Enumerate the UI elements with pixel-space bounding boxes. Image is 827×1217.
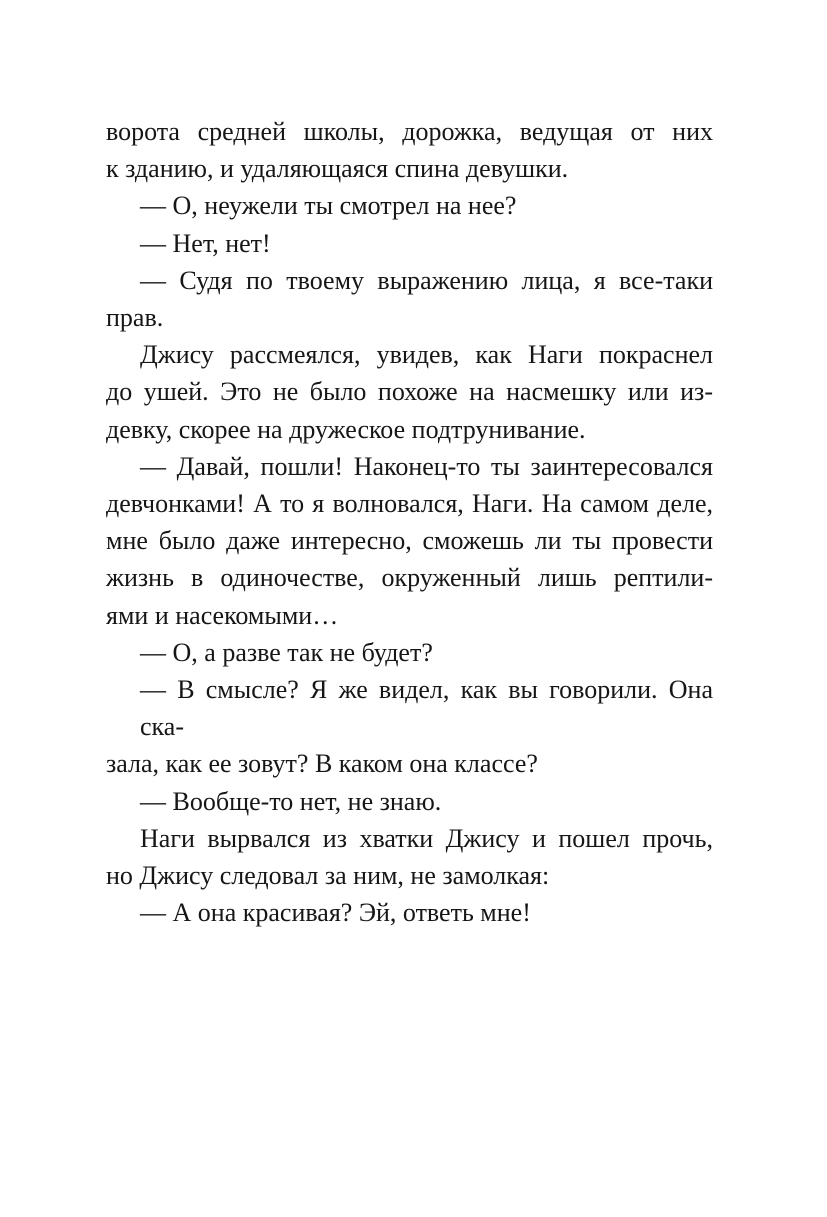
text-line: ями и насекомыми… — [106, 600, 339, 630]
text-line: — Судя по твоему выражению лица, я все-таки — [140, 265, 713, 295]
text-line: девчонками! А то я волновался, Наги. На самом деле, — [106, 489, 713, 519]
text-line: — О, а разве так не будет? — [140, 637, 433, 667]
text-line: — В смысле? Я же видел, как вы говорили. Она ска- — [140, 675, 713, 742]
paragraph — [106, 262, 713, 336]
text-line: — Вообще-то нет, не знаю. — [140, 786, 442, 816]
paragraph — [106, 225, 713, 262]
text-line: к зданию, и удаляющаяся спина девушки. — [106, 154, 569, 184]
text-line: — Нет, нет! — [140, 228, 271, 258]
paragraph — [106, 448, 713, 634]
text-line: Джису рассмеялся, увидев, как Наги покраснел — [140, 340, 713, 370]
text-line: — О, неужели ты смотрел на нее? — [140, 191, 517, 221]
paragraph — [106, 187, 713, 224]
text-block — [106, 113, 713, 931]
paragraph — [106, 634, 713, 671]
paragraph — [106, 336, 713, 448]
text-line: ворота средней школы, дорожка, ведущая от них — [106, 117, 713, 146]
text-line: прав. — [106, 303, 164, 333]
paragraph — [106, 894, 713, 931]
text-line: девку, скорее на дружеское подтрунивание. — [106, 414, 586, 444]
text-line: зала, как ее зовут? В каком она классе? — [106, 749, 538, 779]
text-line: мне было даже интересно, сможешь ли ты провести — [106, 526, 713, 556]
text-line: жизнь в одиночестве, окруженный лишь рептили- — [106, 563, 713, 593]
text-line: — Давай, пошли! Наконец-то ты заинтересовался — [140, 451, 713, 481]
paragraph — [106, 783, 713, 820]
text-line: но Джису следовал за ним, не замолкая: — [106, 861, 550, 891]
text-line: — А она красивая? Эй, ответь мне! — [140, 898, 531, 928]
text-line: до ушей. Это не было похоже на насмешку или из- — [106, 377, 713, 407]
text-line: Наги вырвался из хватки Джису и пошел прочь, — [140, 823, 713, 853]
paragraph — [106, 671, 713, 783]
paragraph — [106, 820, 713, 894]
paragraph — [106, 113, 713, 187]
